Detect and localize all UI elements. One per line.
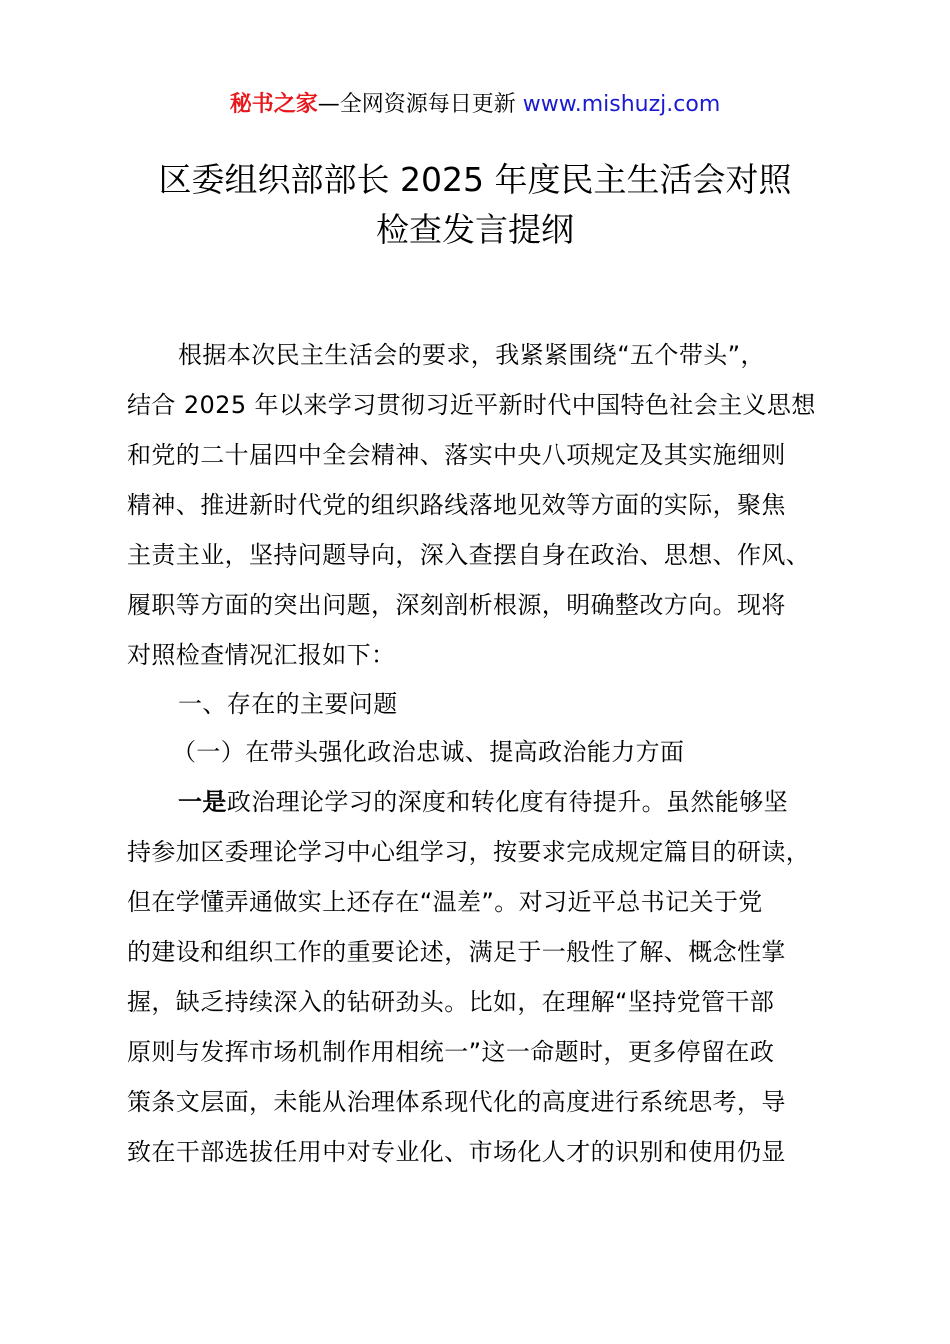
paragraph-line: 主责主业，坚持问题导向，深入查摆自身在政治、思想、作风、 (127, 541, 811, 569)
paragraph-line: 但在学懂弄通做实上还存在“温差”。对习近平总书记关于党 (127, 888, 763, 916)
site-banner (0, 88, 950, 122)
document-title-line-2: 检查发言提纲 (376, 210, 574, 249)
paragraph-line: 握，缺乏持续深入的钻研劲头。比如，在理解“坚持党管干部 (127, 988, 775, 1016)
site-url-link[interactable]: www.mishuzj.com (522, 92, 721, 117)
paragraph-line: 和党的二十届四中全会精神、落实中央八项规定及其实施细则 (127, 441, 786, 469)
banner-tagline: —全网资源每日更新 (317, 92, 523, 117)
paragraph-line: 致在干部选拔任用中对专业化、市场化人才的识别和使用仍显 (127, 1138, 786, 1166)
paragraph-line: 策条文层面，未能从治理体系现代化的高度进行系统思考，导 (127, 1088, 786, 1116)
document-title-line-1: 区委组织部部长 2025 年度民主生活会对照 (158, 160, 792, 199)
paragraph-line-lead (178, 787, 898, 817)
bold-lead: 一是 (178, 788, 227, 816)
paragraph-line: 对照检查情况汇报如下： (127, 641, 396, 669)
subsection-heading: （一）在带头强化政治忠诚、提高政治能力方面 (172, 738, 685, 766)
paragraph-line: 结合 2025 年以来学习贯彻习近平新时代中国特色社会主义思想 (127, 391, 816, 419)
brand-name: 秘书之家 (229, 92, 318, 117)
paragraph-line: 的建设和组织工作的重要论述，满足于一般性了解、概念性掌 (127, 938, 786, 966)
paragraph-line: 根据本次民主生活会的要求，我紧紧围绕“五个带头”， (178, 341, 765, 369)
paragraph-line: 原则与发挥市场机制作用相统一”这一命题时，更多停留在政 (127, 1038, 775, 1066)
paragraph-line: 履职等方面的突出问题，深刻剖析根源，明确整改方向。现将 (127, 591, 786, 619)
paragraph-line: 精神、推进新时代党的组织路线落地见效等方面的实际，聚焦 (127, 491, 786, 519)
section-heading: 一、存在的主要问题 (178, 690, 398, 718)
paragraph-text: 政治理论学习的深度和转化度有待提升。虽然能够坚 (226, 788, 789, 816)
paragraph-line: 持参加区委理论学习中心组学习，按要求完成规定篇目的研读， (127, 838, 811, 866)
